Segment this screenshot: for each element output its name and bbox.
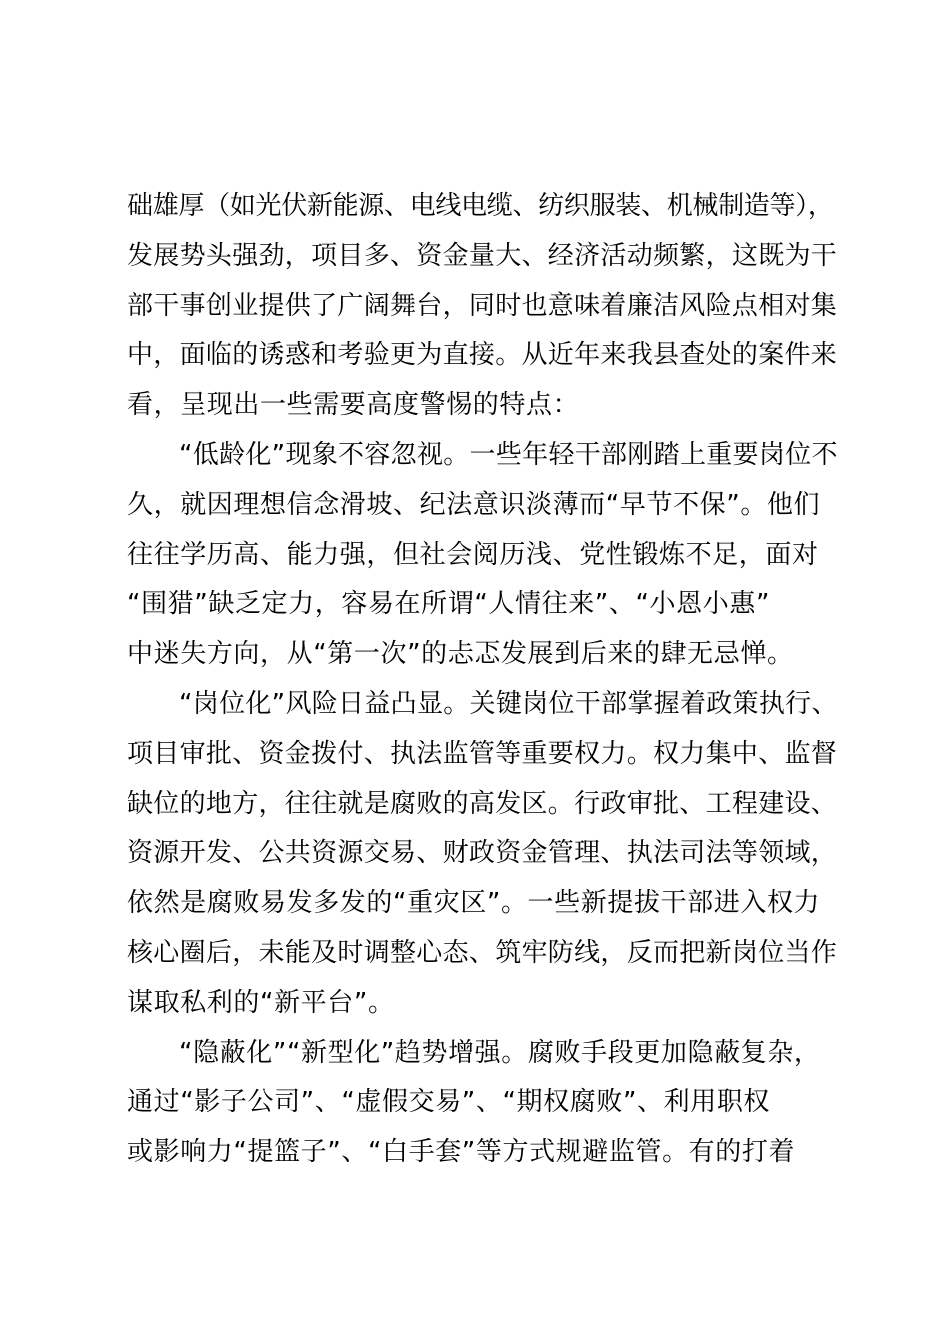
text-line: 中迷失方向，从“第一次”的忐忑发展到后来的肆无忌惮。	[127, 639, 794, 670]
text-line: 资源开发、公共资源交易、财政资金管理、执法司法等领域，	[127, 838, 838, 869]
text-line: 通过“影子公司”、“虚假交易”、“期权腐败”、利用职权	[127, 1087, 771, 1118]
text-line: 缺位的地方，往往就是腐败的高发区。行政审批、工程建设、	[127, 788, 838, 819]
body-text	[127, 182, 837, 1178]
text-line: 看，呈现出一些需要高度警惕的特点：	[127, 390, 580, 421]
paragraph-start-line: “低龄化”现象不容忽视。一些年轻干部刚踏上重要岗位不	[179, 439, 838, 470]
text-line: “围猎”缺乏定力，容易在所谓“人情往来”、“小恩小惠”	[127, 589, 771, 620]
text-line: 发展势头强劲，项目多、资金量大、经济活动频繁，这既为干	[127, 240, 838, 271]
text-line: 中，面临的诱惑和考验更为直接。从近年来我县查处的案件来	[127, 340, 838, 371]
paragraph-start-line: “隐蔽化”“新型化”趋势增强。腐败手段更加隐蔽复杂，	[179, 1037, 821, 1068]
text-line: 久，就因理想信念滑坡、纪法意识淡薄而“早节不保”。他们	[127, 489, 821, 520]
text-line: 或影响力“提篮子”、“白手套”等方式规避监管。有的打着	[127, 1137, 796, 1168]
paragraph-start-line: “岗位化”风险日益凸显。关键岗位干部掌握着政策执行、	[179, 688, 838, 719]
text-line: 核心圈后，未能及时调整心态、筑牢防线，反而把新岗位当作	[127, 937, 838, 968]
text-line: 础雄厚（如光伏新能源、电线电缆、纺织服装、机械制造等），	[127, 191, 834, 221]
text-line: 依然是腐败易发多发的“重灾区”。一些新提拔干部进入权力	[127, 888, 821, 919]
text-line: 项目审批、资金拨付、执法监管等重要权力。权力集中、监督	[127, 738, 838, 769]
text-line: 部干事创业提供了广阔舞台，同时也意味着廉洁风险点相对集	[127, 290, 838, 321]
text-line: 往往学历高、能力强，但社会阅历浅、党性锻炼不足，面对	[127, 539, 819, 570]
text-line: 谋取私利的“新平台”。	[127, 987, 395, 1018]
